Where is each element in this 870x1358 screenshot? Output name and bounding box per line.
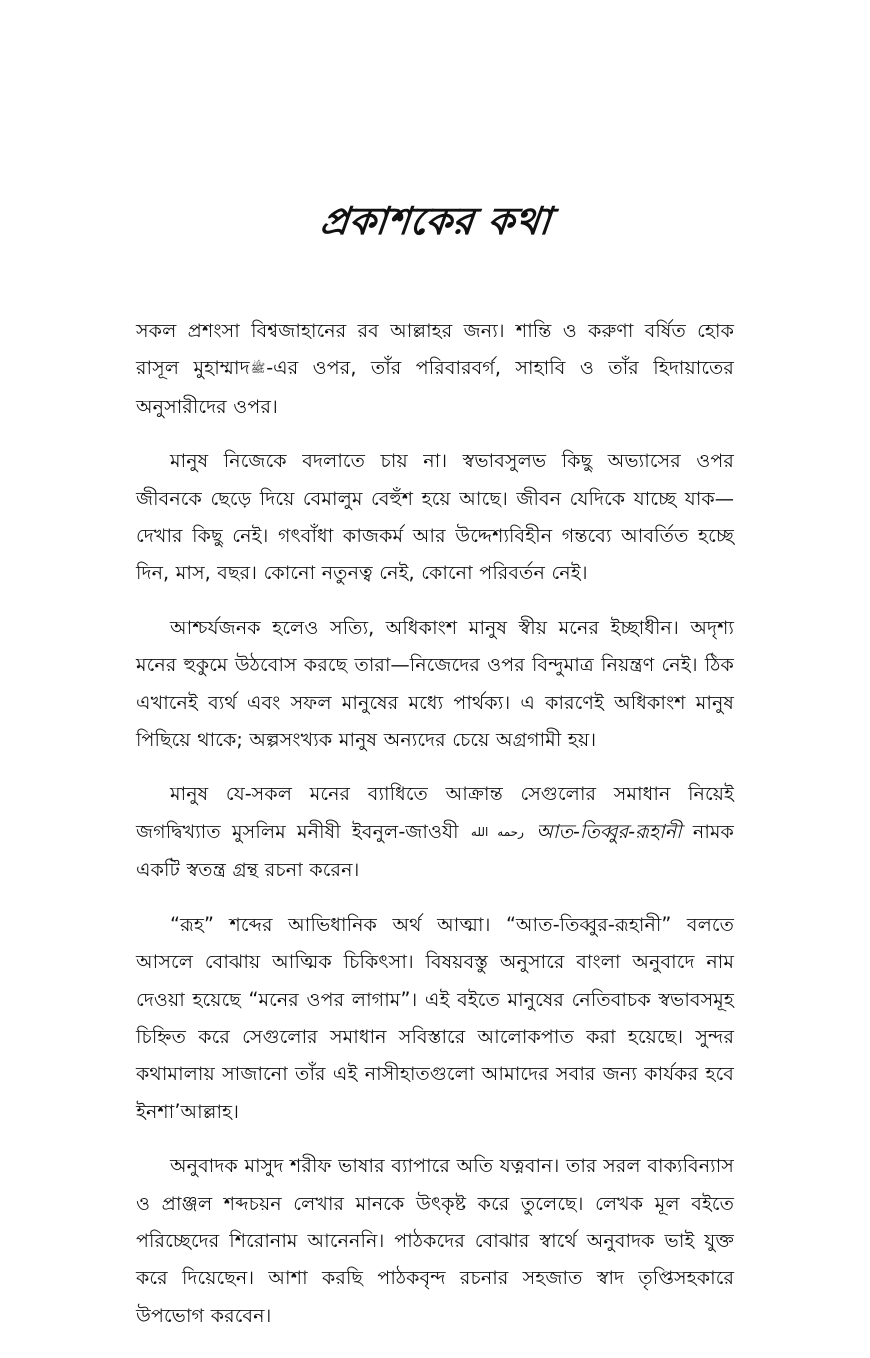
honorific-symbol: رحمه الله (470, 824, 524, 839)
paragraph-1 (136, 312, 734, 425)
paragraph-4-text-a: মানুষ যে-সকল মনের ব্যাধিতে আক্রান্ত সেগুলোর সমাধান নিয়েই জগদ্বিখ্যাত মুসলিম মনীষী ইবনুল-জাওযী (136, 782, 734, 843)
body-text (136, 312, 734, 1351)
paragraph-1-text-a: সকল প্রশংসা বিশ্বজাহানের রব আল্লাহর জন্য। শান্তি ও করুণা বর্ষিত হোক রাসূল মুহাম্মাদ (136, 319, 734, 380)
book-title: আত-তিব্বুর-রূহানী (536, 819, 682, 843)
paragraph-3: আশ্চর্যজনক হলেও সত্যি, অধিকাংশ মানুষ স্বীয় মনের ইচ্ছাধীন। অদৃশ্য মনের হুকুমে উঠবোস করছে তারা—নিজেদের ওপর বিন্দুমাত্র নিয়ন্ত্রণ নেই। ঠিক এখানেই ব্যর্থ এবং সফল মানুষের মধ্যে পার্থক্য। এ কারণেই অধিকাংশ মানুষ পিছিয়ে থাকে; অল্পসংখ্যক মানুষ অন্যদের চেয়ে অগ্রগামী হয়। (136, 615, 734, 752)
paragraph-2: মানুষ নিজেকে বদলাতে চায় না। স্বভাবসুলভ কিছু অভ্যাসের ওপর জীবনকে ছেড়ে দিয়ে বেমালুম বেহুঁশ হয়ে আছে। জীবন যেদিকে যাচ্ছে যাক—দেখার কিছু নেই। গৎবাঁধা কাজকর্ম আর উদ্দেশ্যবিহীন গন্তব্যে আবর্তিত হচ্ছে দিন, মাস, বছর। কোনো নতুনত্ব নেই, কোনো পরিবর্তন নেই। (136, 449, 734, 585)
paragraph-1-text-b: -এর ওপর, তাঁর পরিবারবর্গ, সাহাবি ও তাঁর হিদায়াতের অনুসারীদের ওপর। (136, 356, 734, 418)
paragraph-4 (136, 775, 734, 888)
page-title: প্রকাশকের কথা (317, 198, 554, 243)
paragraph-4-text-b: নামক একটি স্বতন্ত্র গ্রন্থ রচনা করেন। (136, 819, 734, 882)
heading-container (0, 192, 870, 256)
paragraph-5: “রূহ” শব্দের আভিধানিক অর্থ আত্মা। “আত-তিব্বুর-রূহানী” বলতে আসলে বোঝায় আত্মিক চিকিৎসা। বিষয়বস্তু অনুসারে বাংলা অনুবাদে নাম দেওয়া হয়েছে “মনের ওপর লাগাম”। এই বইতে মানুষের নেতিবাচক স্বভাবসমূহ চিহ্নিত করে সেগুলোর সমাধান সবিস্তারে আলোকপাত করা হয়েছে। সুন্দর কথামালায় সাজানো তাঁর এই নাসীহাতগুলো আমাদের সবার জন্য কার্যকর হবে ইনশা’আল্লাহ। (136, 912, 734, 1123)
paragraph-6: অনুবাদক মাসুদ শরীফ ভাষার ব্যাপারে অতি যত্নবান। তার সরল বাক্যবিন্যাস ও প্রাঞ্জল শব্দচয়ন লেখার মানকে উৎকৃষ্ট করে তুলেছে। লেখক মূল বইতে পরিচ্ছেদের শিরোনাম আনেননি। পাঠকদের বোঝার স্বার্থে অনুবাদক ভাই যুক্ত করে দিয়েছেন। আশা করছি পাঠকবৃন্দ রচনার সহজাত স্বাদ তৃপ্তিসহকারে উপভোগ করবেন। (136, 1154, 734, 1327)
salutation-symbol: ﷺ (250, 361, 266, 376)
